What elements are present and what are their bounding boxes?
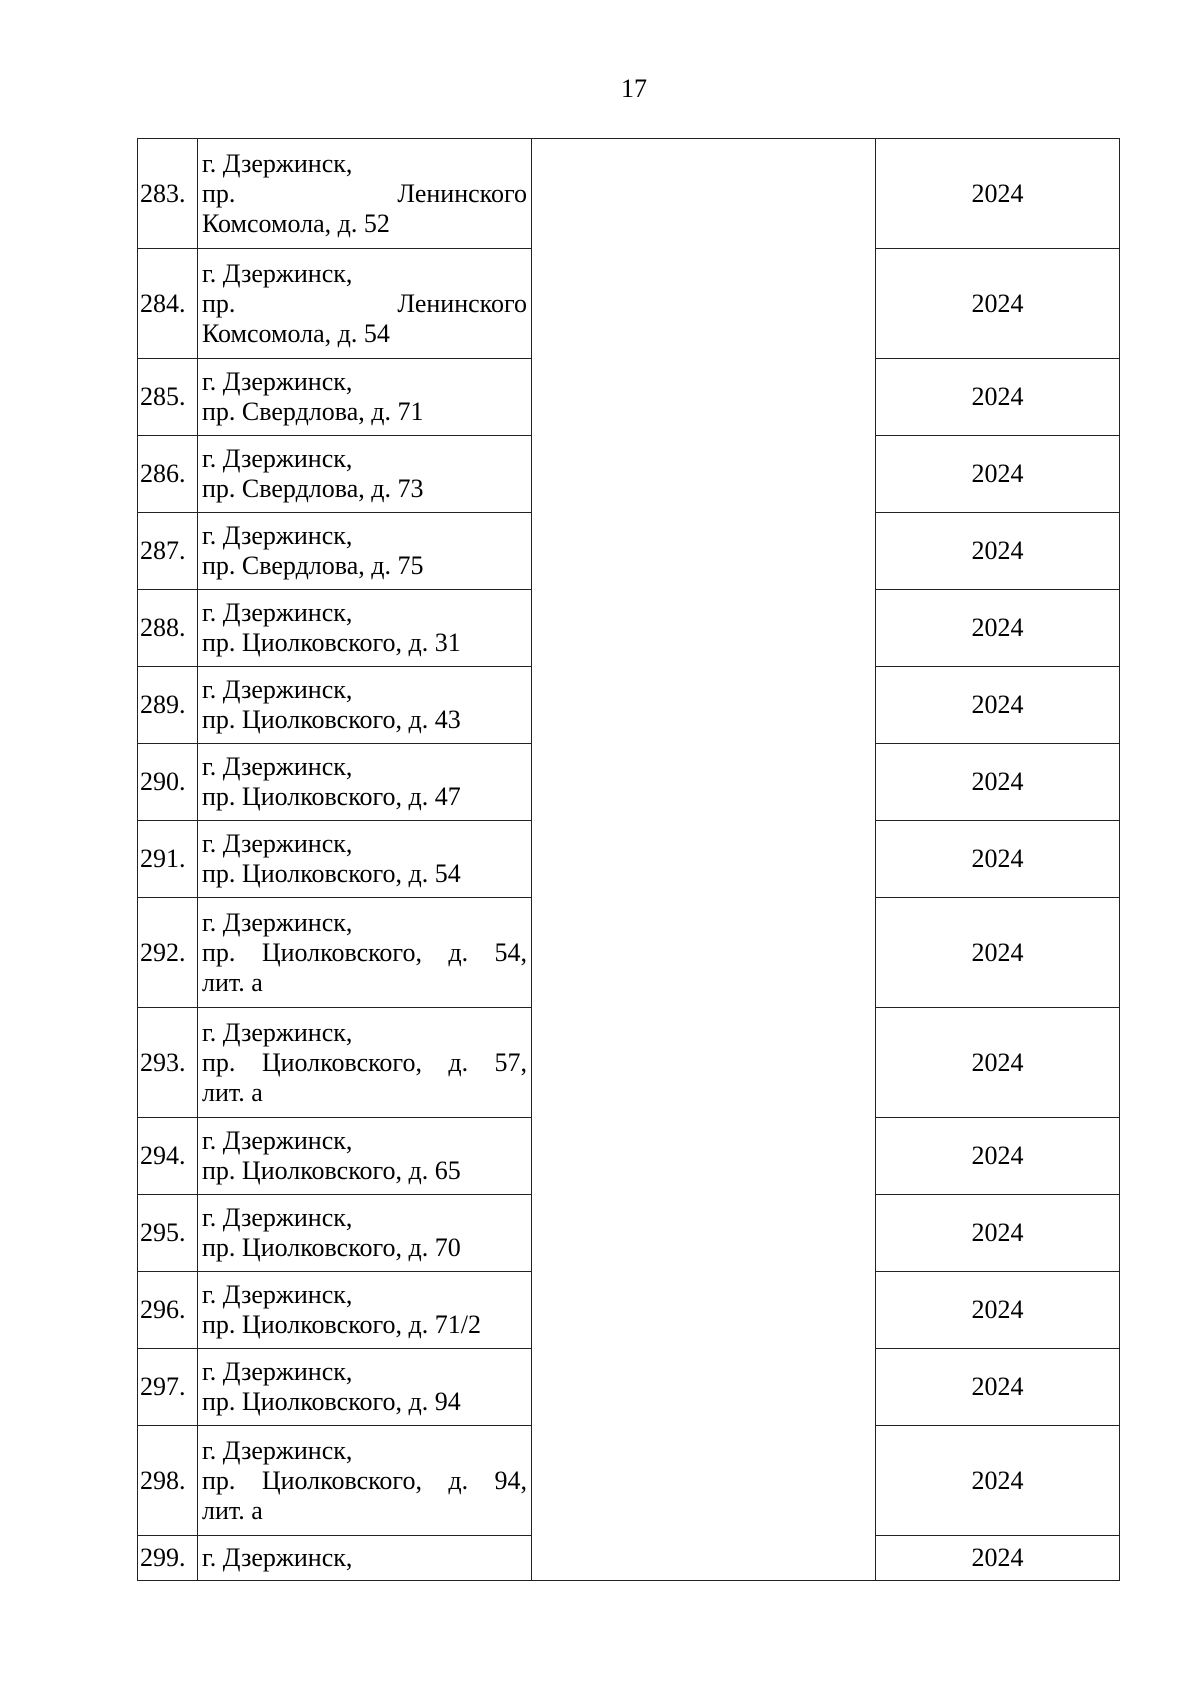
row-number: 290. xyxy=(138,744,198,821)
address-line: Комсомола, д. 52 xyxy=(202,208,390,238)
address-cell xyxy=(198,139,532,249)
address-cell xyxy=(198,1426,532,1536)
address-line: г. Дзержинск, xyxy=(202,598,353,627)
address-line: г. Дзержинск, xyxy=(202,1017,353,1047)
year-cell: 2024 xyxy=(876,1008,1120,1118)
address-cell xyxy=(198,898,532,1008)
row-number: 292. xyxy=(138,898,198,1008)
address-line: пр. Циолковского, д. 94, xyxy=(202,1465,527,1495)
address-line: г. Дзержинск, xyxy=(202,1357,353,1386)
address-line: г. Дзержинск, xyxy=(202,907,353,937)
merged-empty-cell xyxy=(532,139,876,1581)
address-line: г. Дзержинск, xyxy=(202,521,353,550)
address-cell xyxy=(198,1349,532,1426)
year-cell: 2024 xyxy=(876,667,1120,744)
address-cell xyxy=(198,1272,532,1349)
year-cell: 2024 xyxy=(876,1426,1120,1536)
address-cell xyxy=(198,249,532,359)
year-cell: 2024 xyxy=(876,1536,1120,1581)
address-line: г. Дзержинск, xyxy=(202,1126,353,1155)
address-line: г. Дзержинск, xyxy=(202,752,353,781)
year-cell: 2024 xyxy=(876,1195,1120,1272)
address-table xyxy=(137,138,1120,1581)
row-number: 291. xyxy=(138,821,198,898)
address-line: пр. Циолковского, д. 31 xyxy=(202,628,461,657)
address-line: Комсомола, д. 54 xyxy=(202,318,390,348)
address-line: г. Дзержинск, xyxy=(202,1435,353,1465)
year-cell: 2024 xyxy=(876,1272,1120,1349)
year-cell: 2024 xyxy=(876,249,1120,359)
address-line: лит. а xyxy=(202,1495,263,1525)
address-line: пр. Свердлова, д. 71 xyxy=(202,397,424,426)
address-line: пр. Циолковского, д. 54 xyxy=(202,859,461,888)
address-cell xyxy=(198,744,532,821)
year-cell: 2024 xyxy=(876,139,1120,249)
address-line: г. Дзержинск, xyxy=(202,148,353,178)
row-number: 287. xyxy=(138,513,198,590)
address-line: пр. Циолковского, д. 70 xyxy=(202,1233,461,1262)
row-number: 285. xyxy=(138,359,198,436)
row-number: 298. xyxy=(138,1426,198,1536)
address-cell xyxy=(198,667,532,744)
year-cell: 2024 xyxy=(876,898,1120,1008)
row-number: 289. xyxy=(138,667,198,744)
address-line: лит. а xyxy=(202,967,263,997)
address-line: г. Дзержинск, xyxy=(202,675,353,704)
row-number: 294. xyxy=(138,1118,198,1195)
year-cell: 2024 xyxy=(876,1349,1120,1426)
row-number: 296. xyxy=(138,1272,198,1349)
address-line: г. Дзержинск, xyxy=(202,1280,353,1309)
address-line: пр. Циолковского, д. 54, xyxy=(202,937,527,967)
year-cell: 2024 xyxy=(876,744,1120,821)
address-line: пр. Ленинского xyxy=(202,288,527,318)
table-row xyxy=(138,139,1120,249)
address-cell xyxy=(198,821,532,898)
year-cell: 2024 xyxy=(876,513,1120,590)
row-number: 299. xyxy=(138,1536,198,1581)
address-line: пр. Циолковского, д. 47 xyxy=(202,782,461,811)
row-number: 297. xyxy=(138,1349,198,1426)
address-line: г. Дзержинск, xyxy=(202,444,353,473)
address-line: пр. Циолковского, д. 65 xyxy=(202,1156,461,1185)
address-cell xyxy=(198,1008,532,1118)
page-number: 17 xyxy=(621,74,647,103)
address-line: пр. Свердлова, д. 73 xyxy=(202,474,424,503)
row-number: 286. xyxy=(138,436,198,513)
address-cell xyxy=(198,590,532,667)
address-line: пр. Циолковского, д. 94 xyxy=(202,1387,461,1416)
address-cell xyxy=(198,1195,532,1272)
address-line: лит. а xyxy=(202,1077,263,1107)
address-line: пр. Циолковского, д. 71/2 xyxy=(202,1310,481,1339)
year-cell: 2024 xyxy=(876,359,1120,436)
address-line: пр. Ленинского xyxy=(202,178,527,208)
address-cell xyxy=(198,513,532,590)
year-cell: 2024 xyxy=(876,590,1120,667)
row-number: 288. xyxy=(138,590,198,667)
address-line: пр. Свердлова, д. 75 xyxy=(202,551,424,580)
year-cell: 2024 xyxy=(876,821,1120,898)
year-cell: 2024 xyxy=(876,436,1120,513)
year-cell: 2024 xyxy=(876,1118,1120,1195)
address-line: г. Дзержинск, xyxy=(202,367,353,396)
address-cell xyxy=(198,436,532,513)
row-number: 295. xyxy=(138,1195,198,1272)
address-cell xyxy=(198,359,532,436)
address-line: г. Дзержинск, xyxy=(202,829,353,858)
row-number: 293. xyxy=(138,1008,198,1118)
row-number: 284. xyxy=(138,249,198,359)
address-line: г. Дзержинск, xyxy=(202,1543,353,1572)
address-line: пр. Циолковского, д. 43 xyxy=(202,705,461,734)
address-cell xyxy=(198,1118,532,1195)
address-cell xyxy=(198,1536,532,1581)
address-line: пр. Циолковского, д. 57, xyxy=(202,1047,527,1077)
row-number: 283. xyxy=(138,139,198,249)
address-line: г. Дзержинск, xyxy=(202,1203,353,1232)
address-line: г. Дзержинск, xyxy=(202,258,353,288)
